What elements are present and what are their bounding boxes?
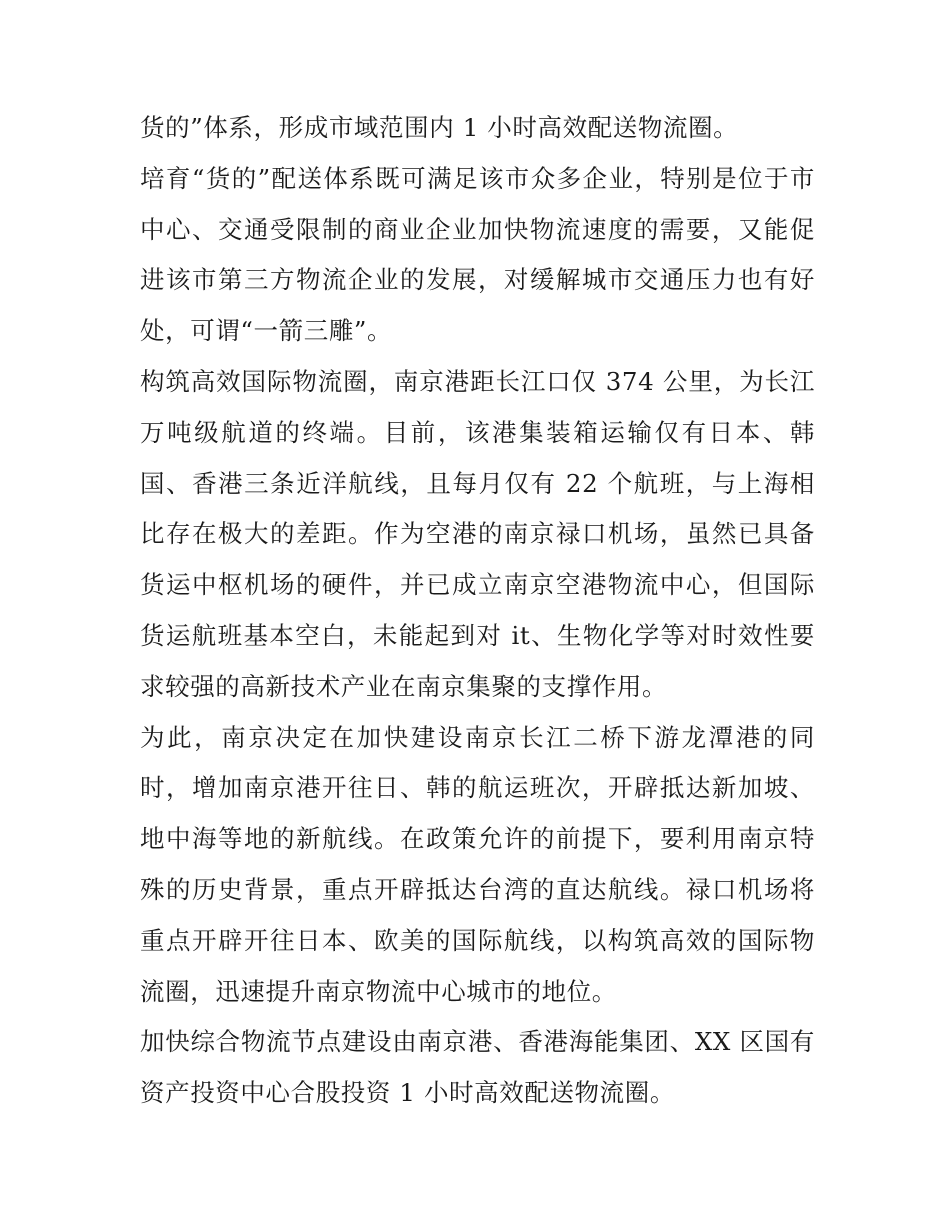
document-body: [140, 103, 815, 1119]
paragraph-1: 货的”体系，形成市域范围内 1 小时高效配送物流圈。: [140, 113, 739, 142]
paragraph-3: 构筑高效国际物流圈，南京港距长江口仅 374 公里，为长江万吨级航道的终端。目前，该港集装箱运输仅有日本、韩国、香港三条近洋航线，且每月仅有 22 个航班，与上海相比存在极大的差距。作为空港的南京禄口机场，虽然已具备货运中枢机场的硬件，并已成立南京空港物流中心，但国际货运航班基本空白，未能起到对 it、生物化学等对时效性要求较强的高新技术产业在南京集聚的支撑作用。: [140, 366, 815, 701]
paragraph-4: 为此，南京决定在加快建设南京长江二桥下游龙潭港的同时，增加南京港开往日、韩的航运班次，开辟抵达新加坡、地中海等地的新航线。在政策允许的前提下，要利用南京特殊的历史背景，重点开辟抵达台湾的直达航线。禄口机场将重点开辟开往日本、欧美的国际航线，以构筑高效的国际物流圈，迅速提升南京物流中心城市的地位。: [140, 722, 815, 1006]
paragraph-5: 加快综合物流节点建设由南京港、香港海能集团、XX 区国有资产投资中心合股投资 1 小时高效配送物流圈。: [140, 1027, 815, 1108]
paragraph-2: 培育“货的”配送体系既可满足该市众多企业，特别是位于市中心、交通受限制的商业企业加快物流速度的需要，又能促进该市第三方物流企业的发展，对缓解城市交通压力也有好处，可谓“一箭三雕”。: [140, 163, 815, 346]
